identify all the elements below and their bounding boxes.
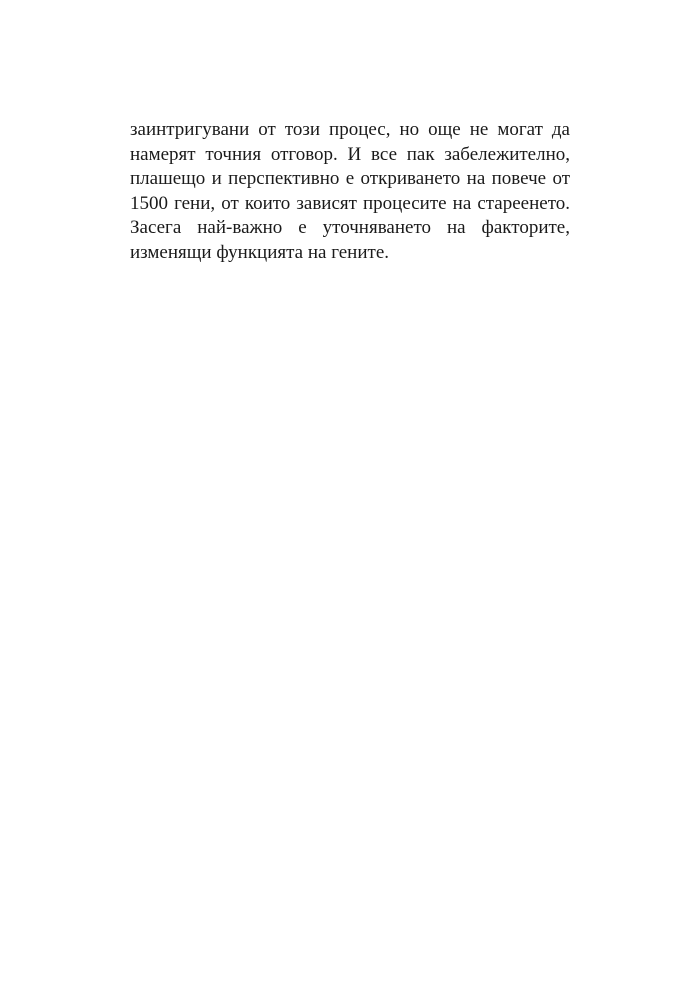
- paragraph-line: заинтригувани от този процес, но още не могат да: [130, 119, 570, 140]
- body-paragraph: [130, 118, 570, 266]
- paragraph-line: Засега най-важно е уточняването на факторите,: [130, 217, 570, 239]
- paragraph-line: изменящи функцията на гените.: [130, 241, 389, 263]
- paragraph-line: 1500 гени, от които зависят процесите на стареенето.: [130, 192, 570, 214]
- paragraph-line: плашещо и перспективно е откриването на повече от: [130, 168, 570, 190]
- paragraph-line: намерят точния отговор. И все пак забележително,: [130, 143, 570, 165]
